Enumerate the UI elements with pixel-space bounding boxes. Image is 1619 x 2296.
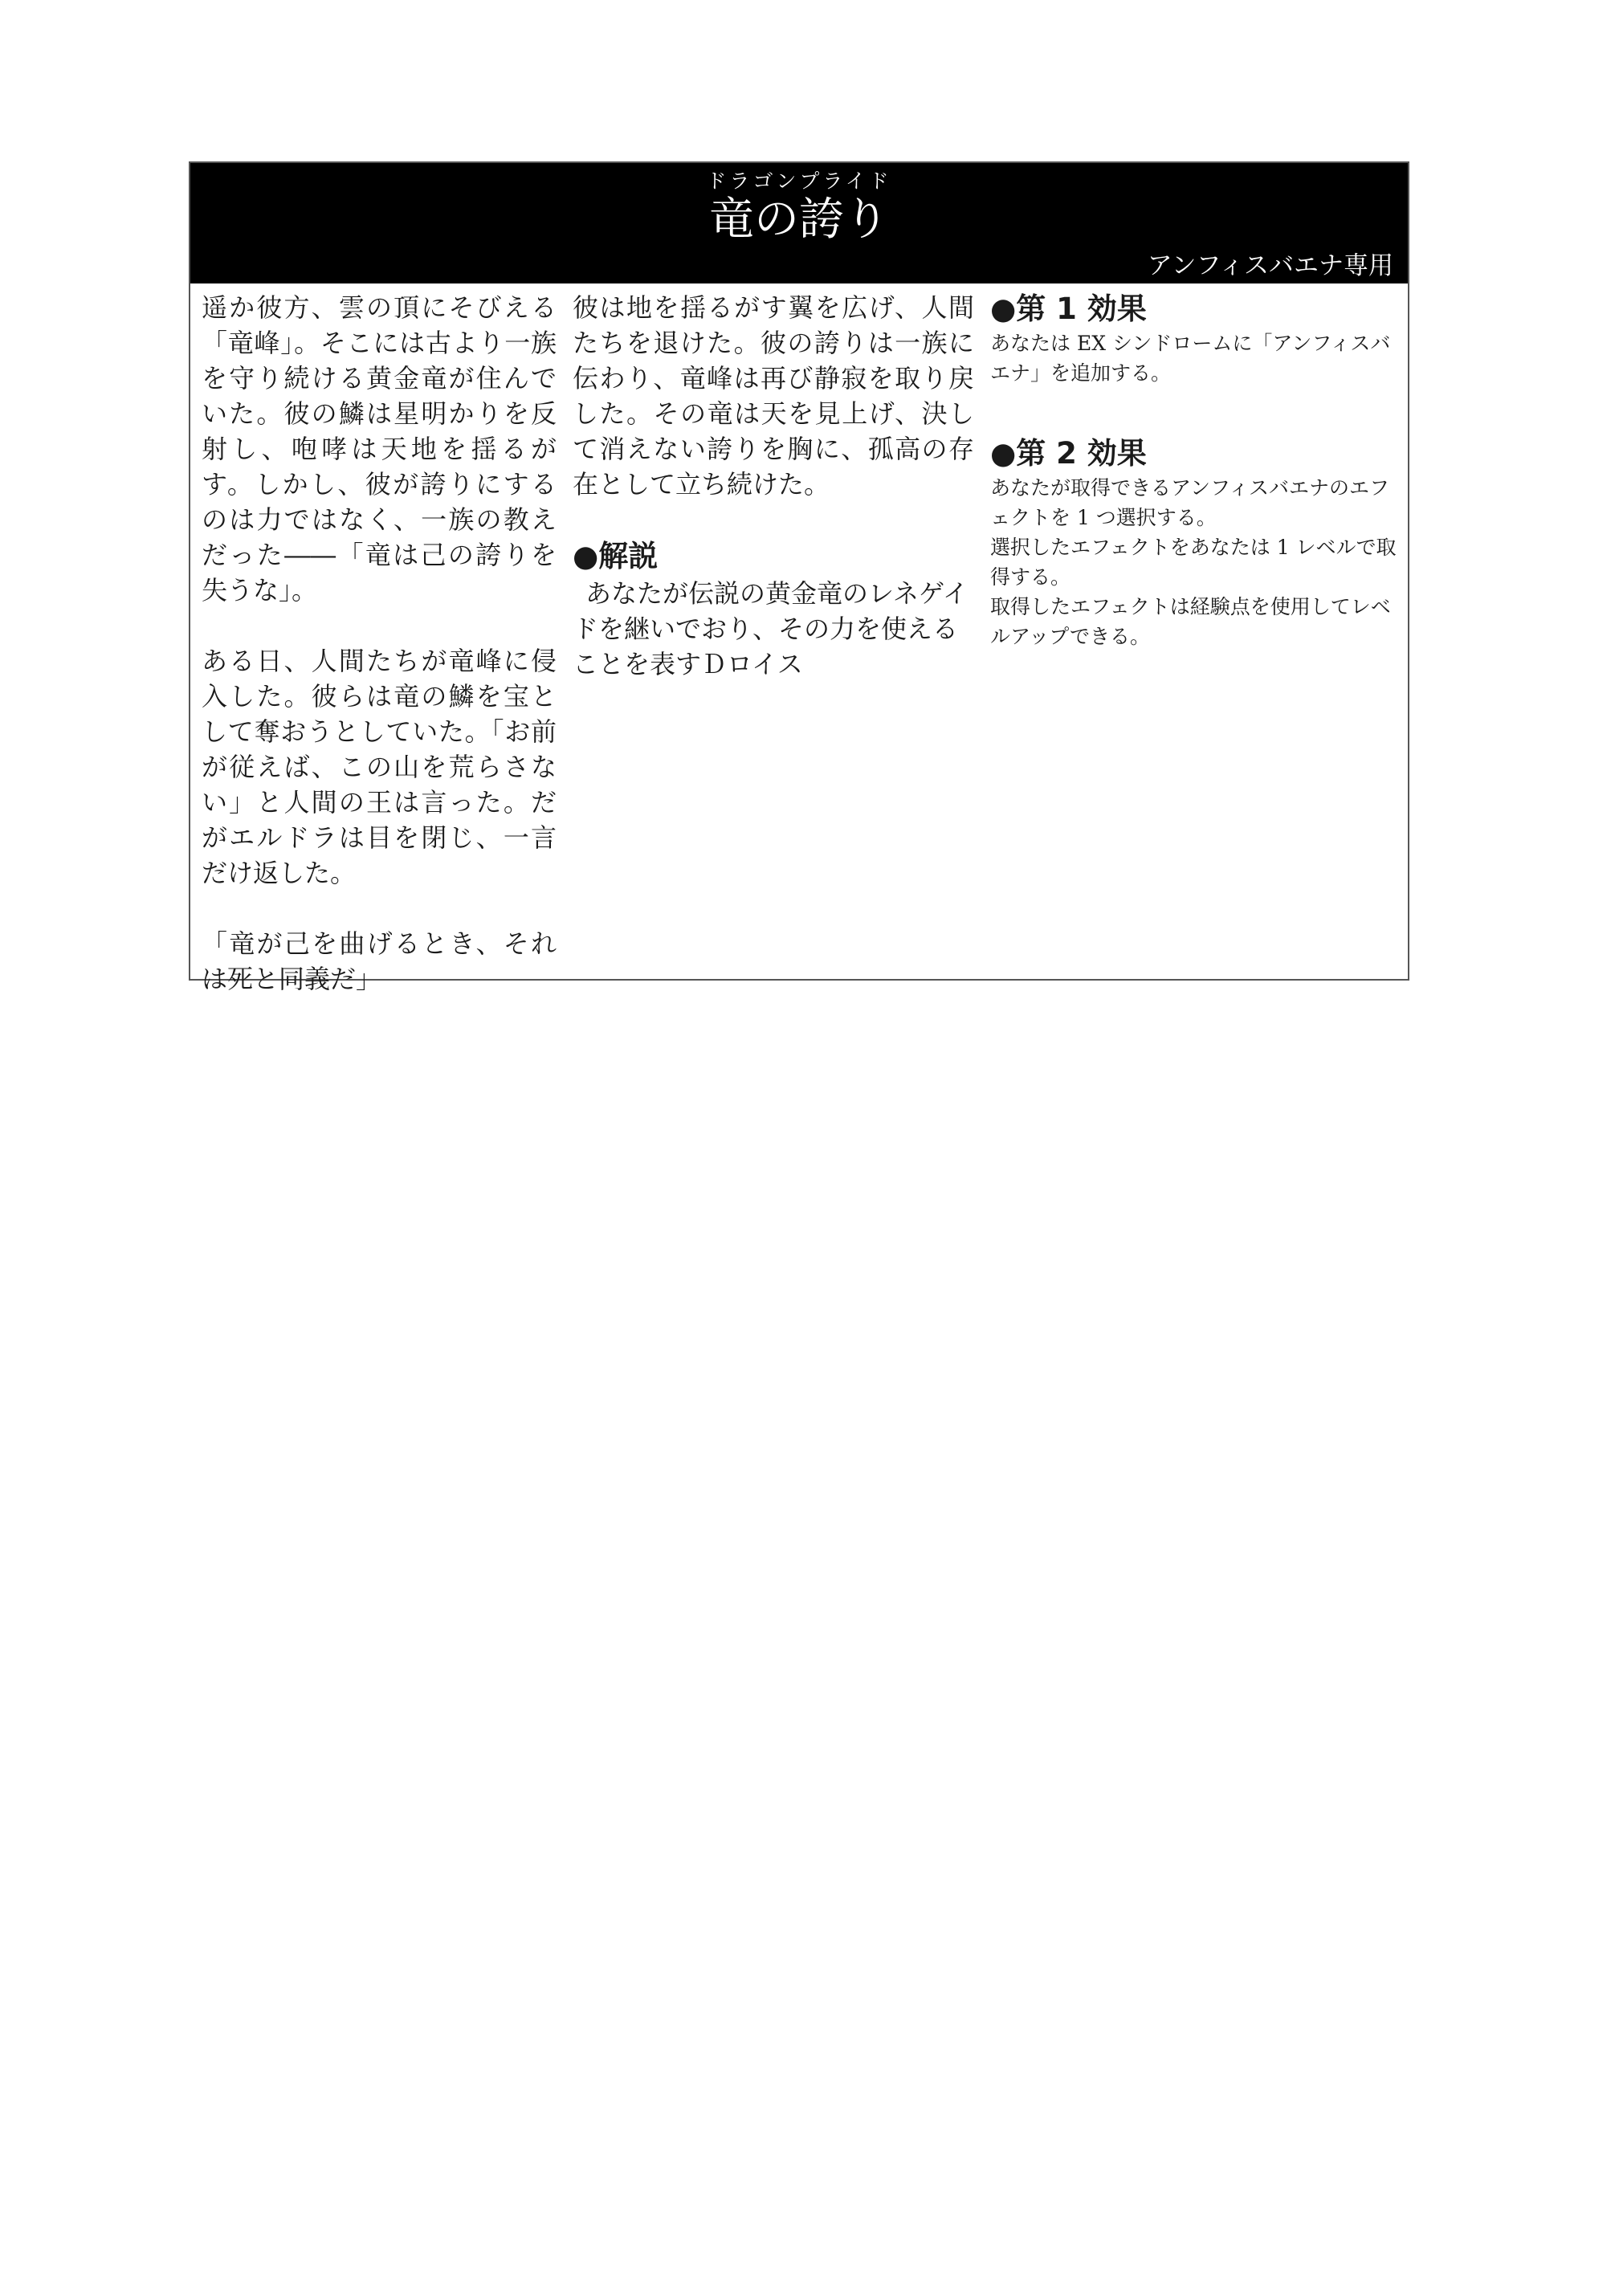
title-ruby: ドラゴンプライド <box>706 169 892 193</box>
story-column-1 <box>202 290 557 997</box>
effects-column <box>990 290 1400 651</box>
card-title: 竜の誇り <box>709 194 889 246</box>
effect2-text <box>990 473 1400 651</box>
effect2-line-3: 取得したエフェクトは経験点を使用してレベルアップできる。 <box>990 595 1391 648</box>
effect2-line-2: 選択したエフェクトをあなたは 1 レベルで取得する。 <box>990 536 1397 589</box>
story-paragraph-4: 彼は地を揺るがす翼を広げ、人間たちを退けた。彼の誇りは一族に伝わり、竜峰は再び静寂を取り戻した。その竜は天を見上げ、決して消えない誇りを胸に、孤高の存在として立ち続けた。 <box>573 292 974 500</box>
card-header <box>190 163 1408 283</box>
story-column-2 <box>573 290 974 682</box>
story-paragraph-2: ある日、人間たちが竜峰に侵入した。彼らは竜の鱗を宝として奪おうとしていた。「お前が従えば、この山を荒らさない」と人間の王は言った。だがエルドラは目を閉じ、一言だけ返した。 <box>202 646 557 888</box>
exclusive-label: アンフィスバエナ専用 <box>1147 251 1393 280</box>
dlois-card <box>189 161 1409 994</box>
story-paragraph-3: 「竜が己を曲げるとき、それは死と同義だ」 <box>202 928 557 994</box>
story-paragraph-1: 遥か彼方、雲の頂にそびえる「竜峰」。そこには古より一族を守り続ける黄金竜が住んでいた。彼の鱗は星明かりを反射し、咆哮は天地を揺るがす。しかし、彼が誇りにするのは力ではなく、一族の教えだった――「竜は己の誇りを失うな」。 <box>202 292 557 606</box>
effect1-text: あなたは EX シンドロームに「アンフィスバエナ」を追加する。 <box>990 332 1391 385</box>
explanation-text: あなたが伝説の黄金竜のレネゲイドを継いでおり、その力を使えることを表すＤロイス <box>573 578 969 679</box>
effect2-heading: ●第 2 効果 <box>990 436 1147 471</box>
effect2-line-1: あなたが取得できるアンフィスバエナのエフェクトを 1 つ選択する。 <box>990 476 1390 529</box>
effect1-heading: ●第 1 効果 <box>990 292 1147 326</box>
explanation-heading: ●解説 <box>573 539 659 573</box>
